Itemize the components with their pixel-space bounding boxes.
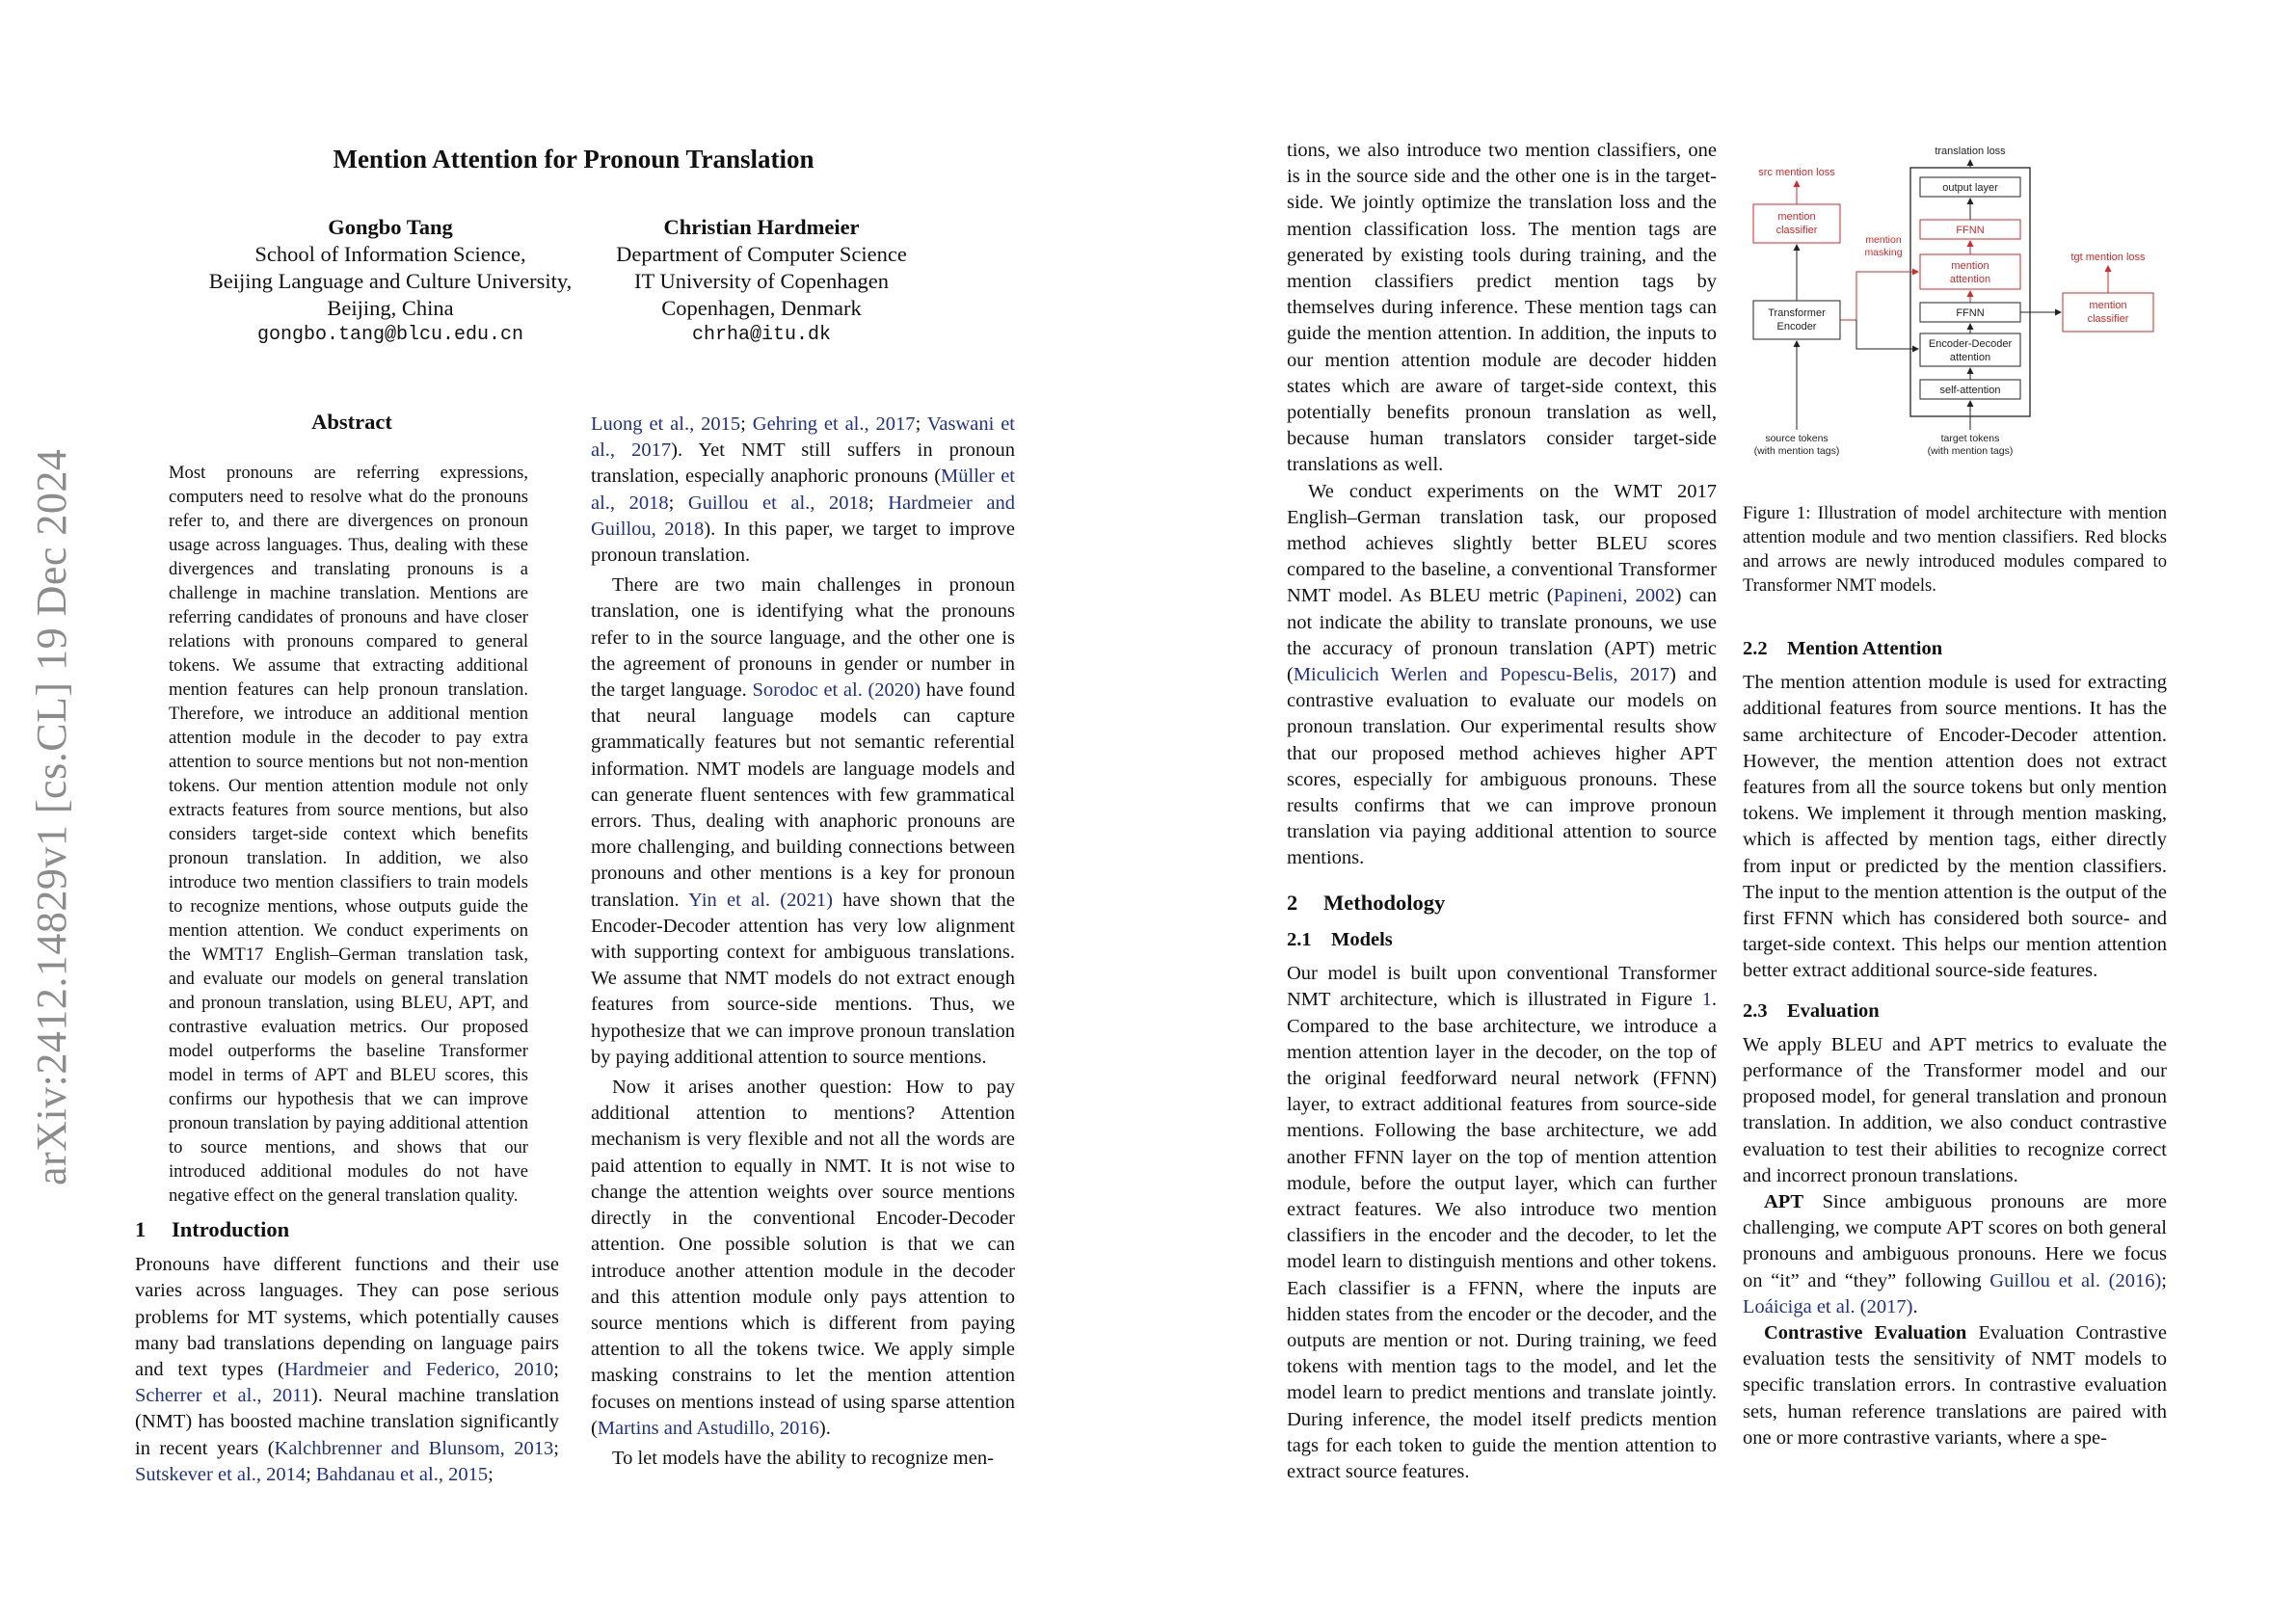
text-run: There are two main challenges in pronoun translation, one is identifying what the pronouns refer to in the source language, and the other one is the agreement of pronouns in gender or number in the target language. [591,574,1015,702]
paragraph-lead: APT [1764,1191,1803,1213]
author-email: chrha@itu.dk [691,324,832,346]
figure-1 [1741,135,2165,472]
section-title: Introduction [172,1217,290,1241]
mention-masking-label-2: masking [1864,247,1903,258]
author-block-2 [607,214,916,349]
section-number: 1 [135,1217,147,1241]
introduction-column-2 [591,412,1015,1472]
text-run: ). Neural machine translation (NMT) has boosted machine translation significantly in recent years ( [135,1385,559,1459]
encoder-label-1: Transformer [1768,307,1826,319]
subsection-title: Mention Attention [1787,638,1943,659]
text-run: have shown that the Encoder-Decoder attention has very low alignment with supporting context for ambiguous translations. We assume that NMT models do not extract enough features from source-side mentions. Thus, we hypothesize that we can improve pronoun translation by paying additional attention to source mentions. [591,889,1015,1068]
self-attention-label: self-attention [1939,385,2001,396]
citation-link[interactable]: Miculicich Werlen and Popescu-Belis, 2017 [1293,664,1670,686]
citation-link[interactable]: Luong et al., 2015 [591,413,741,435]
figure-reference-link[interactable]: 1 [1701,989,1712,1011]
paragraph [591,1075,1015,1442]
abstract-text: Most pronouns are referring expressions, computers need to resolve what do the pronouns refer to, and there are divergences on pronoun usage across languages. Thus, dealing with these divergences and translating pronouns is a challenge in machine translation. Mentions are referring candidates of pronouns and have closer relations with pronouns compared to general tokens. We assume that extracting additional mention features can help pronoun translation. Therefore, we introduce an additional mention attention module in the decoder to pay extra attention to source mentions but not non-mention tokens. Our mention attention module not only extracts features from source mentions, but also considers target-side context which benefits pronoun translation. In addition, we also introduce two mention classifiers to train models to recognize mentions, whose outputs guide the mention attention. We conduct experiments on the WMT17 English–German translation task, and evaluate our models on general translation and pronoun translation, using BLEU, APT, and contrastive evaluation metrics. Our proposed model outperforms the baseline Transformer model in terms of APT and BLEU scores, this confirms our hypothesis that we can improve pronoun translation by paying additional attention to source mentions, and shows that our introduced additional modules do not have negative effect on the general translation quality. [169,463,528,1206]
src-classifier-label-1: mention [1777,211,1816,223]
text-run: ) and contrastive evaluation to evaluate our models on pronoun translation. Our experimental results show that our proposed method achieves higher APT scores, especially for ambiguous pronouns. These results confirms that we can improve pronoun translation via paying additional attention to source mentions. [1287,664,1717,869]
citation-link[interactable]: Müller et al., 2018 [591,466,1016,514]
introduction-column-1 [135,1216,559,1488]
text-run: ; [2161,1269,2167,1291]
author-affiliation: School of Information Science, [254,242,526,266]
right-page [1148,0,2296,1623]
citation-link[interactable]: Sorodoc et al. (2020) [752,679,921,702]
paragraph [1743,1189,2167,1320]
figure-caption: Figure 1: Illustration of model architecture with mention attention module and two mention classifiers. Red blocks and arrows are newly introduced modules compared to Transformer NMT models. [1743,503,2167,596]
text-run: ; [553,1437,559,1459]
citation-link[interactable]: Guillou et al. (2016) [1989,1269,2162,1291]
text-run: We conduct experiments on the WMT 2017 English–German translation task, our proposed method achieves slightly better BLEU scores compared to the baseline, a conventional Transformer NMT model. As BLEU metric ( [1287,480,1717,607]
text-run: Now it arises another question: How to pay additional attention to mentions? Attention mechanism is very flexible and not all the words are paid attention to equally in NMT. It is not wise to change the attention weights over source mentions directly in the conventional Encoder-Decoder attention. One possible solution is that we can introduce another attention module in the decoder and this attention module only pays attention to source mentions which is different from paying attention to all the tokens twice. We apply simple masking constrains to let the mention attention focuses on mentions instead of using sparse attention ( [591,1077,1015,1439]
citation-link[interactable]: Sutskever et al., 2014 [135,1463,307,1485]
author-affiliation: Department of Computer Science [616,242,907,266]
paragraph-lead: Contrastive Evaluation [1764,1322,1967,1344]
text-run: have found that neural language models can capture grammatically features but not semantic referential information. NMT models are language models and can generate fluent sentences with few grammatical errors. Thus, dealing with anaphoric pronouns are more challenging, and building connections between pronouns and other mentions is a key for pronoun translation. [591,679,1015,911]
author-affiliation: Copenhagen, Denmark [661,296,862,320]
text-run: ; [668,492,688,514]
subsection-number: 2.2 [1743,638,1768,659]
text-run: . Compared to the base architecture, we introduce a mention attention layer in the decoder, on the top of the original feedforward neural network (FFNN) layer, to extract additional features from source-side mentions. Following the base architecture, we add another FFNN layer on the top of mention attention module, before the output layer, which can further extract features. We also introduce two mention classifiers in the encoder and the decoder, to let the model learn to distinguish mentions and other tokens. Each classifier is a FFNN, where the inputs are hidden states from the encoder or the decoder, and the outputs are mention or not. During training, we feed tokens with mention tags to the model, and let the model learn to predict mentions and translate jointly. During inference, the model itself predicts mention tags for each token to guide the mention attention to extract source features. [1287,989,1717,1482]
src-mention-loss-label: src mention loss [1758,167,1835,178]
author-block-1 [183,214,598,349]
tgt-classifier-label-2: classifier [2087,313,2129,325]
paragraph [1287,961,1717,1485]
section-number: 2 [1287,890,1298,915]
encoder-label-2: Encoder [1776,321,1817,333]
text-run: . [1912,1295,1918,1317]
paragraph: The mention attention module is used for extracting additional features from source mentions. It has the same architecture of Encoder-Decoder attention. However, the mention attention does not extract features from all the source tokens but only mention tokens. We implement it through mention masking, which is affected by mention tags, either directly from input or predicted by the mention classifiers. The input to the mention attention is the output of the first FFNN which has considered both source- and target-side context. This helps our mention attention better extract additional source-side features. [1743,672,2167,982]
model-architecture-diagram [1741,135,2165,472]
text-run: ; [488,1463,494,1485]
paragraph [135,1252,559,1488]
source-tokens-label-2: (with mention tags) [1753,445,1840,457]
target-tokens-label-2: (with mention tags) [1927,445,2014,457]
citation-link[interactable]: Hardmeier and Guillou, 2018 [591,492,1016,540]
citation-link[interactable]: Papineni, 2002 [1553,585,1675,607]
subsection-number: 2.3 [1743,999,1768,1022]
encdec-label-1: Encoder-Decoder [1928,338,2013,350]
citation-link[interactable]: Scherrer et al., 2011 [135,1385,311,1407]
src-mention-classifier-box [1753,204,1840,243]
introduction-column-3 [1287,138,1717,1485]
paragraph: We apply BLEU and APT metrics to evaluate the performance of the Transformer model and our proposed model, for general translation and pronoun translation. In addition, we also conduct contrastive evaluation to test their abilities to recognize correct and incorrect pronoun translations. [1743,1033,2167,1186]
author-name: Gongbo Tang [328,215,453,239]
output-layer-label: output layer [1942,182,1998,194]
mention-attention-label-1: mention [1951,260,1989,272]
tgt-mention-loss-label: tgt mention loss [2070,252,2146,263]
paper-title: Mention Attention for Pronoun Translation [333,145,814,173]
text-run: ; [868,492,889,514]
source-tokens-label-1: source tokens [1765,433,1829,444]
paragraph: tions, we also introduce two mention classifiers, one is in the source side and the other one is in the target-side. We jointly optimize the translation loss and the mention classification loss. The mention tags are generated by existing tools during training, and the mention classifiers predict mention tags by themselves during inference. These mention tags can guide the mention attention. In addition, the inputs to our mention attention module are decoder hidden states which are aware of target-side context, this potentially benefits pronoun translation as well, because human translators consider target-side translations as well. [1287,140,1717,476]
paragraph [1743,1320,2167,1451]
paragraph [591,572,1015,1071]
paragraph: To let models have the ability to recognize men- [612,1447,994,1469]
abstract-heading: Abstract [311,410,392,434]
citation-link[interactable]: Guillou et al., 2018 [687,492,868,514]
src-classifier-label-2: classifier [1775,225,1818,236]
ffnn-mid-label: FFNN [1956,307,1985,319]
citation-link[interactable]: Yin et al. (2021) [688,889,833,911]
citation-link[interactable]: Hardmeier and Federico, 2010 [283,1359,554,1381]
translation-loss-label: translation loss [1935,146,2006,157]
section-heading-methodology [1287,890,1717,916]
methodology-column-4 [1743,636,2167,1451]
author-affiliation: Beijing Language and Culture University, [208,269,573,293]
text-run: ). In this paper, we target to improve pronoun translation. [591,518,1015,567]
arxiv-watermark: arXiv:2412.14829v1 [cs.CL] 19 Dec 2024 [28,448,75,1185]
text-run: Our model is built upon conventional Transformer NMT architecture, which is illustrated in Figure [1287,963,1717,1011]
target-tokens-label-1: target tokens [1940,433,2000,444]
section-title: Methodology [1323,890,1446,915]
subsection-heading-evaluation [1743,998,2167,1024]
text-run: ; [915,413,927,435]
subsection-heading-models [1287,927,1717,953]
transformer-encoder-box [1753,301,1840,339]
text-run: ; [553,1359,559,1381]
citation-link[interactable]: Kalchbrenner and Blunsom, 2013 [274,1437,554,1459]
text-run: Pronouns have different functions and their use varies across languages. They can pose serious problems for MT systems, which potentially causes many bad translations depending on language pairs and text types ( [135,1254,559,1381]
text-run: Evaluation Contrastive evaluation tests the sensitivity of NMT models to specific translation errors. In contrastive evaluation sets, human reference translations are paired with one or more contrastive variants, where a spe- [1743,1322,2167,1449]
author-affiliation: Beijing, China [327,296,454,320]
paragraph [1287,479,1717,872]
section-heading-introduction [135,1216,559,1242]
mention-attention-label-2: attention [1949,274,1991,285]
subsection-number: 2.1 [1287,928,1312,950]
text-run: ). Yet NMT still suffers in pronoun translation, especially anaphoric pronouns ( [591,439,1016,488]
text-run: ; [306,1463,316,1485]
citation-link[interactable]: Vaswani et al., 2017 [591,413,1015,462]
encdec-label-2: attention [1949,352,1991,363]
text-run: ) can not indicate the ability to translate pronouns, we use the accuracy of pronoun translation (APT) metric ( [1287,585,1717,686]
citation-link[interactable]: Gehring et al., 2017 [752,413,916,435]
tgt-mention-classifier-box [2063,293,2153,332]
text-run: ). [818,1417,831,1439]
author-affiliation: IT University of Copenhagen [634,269,889,293]
author-name: Christian Hardmeier [663,215,860,239]
subsection-title: Evaluation [1787,999,1880,1022]
citation-link[interactable]: Loáiciga et al. (2017) [1743,1295,1913,1317]
tgt-classifier-label-1: mention [2089,300,2127,311]
citation-link[interactable]: Bahdanau et al., 2015 [315,1463,489,1485]
subsection-heading-mention-attention [1743,636,2167,662]
paragraph [591,412,1015,569]
mention-masking-label-1: mention [1865,234,1902,246]
author-email: gongbo.tang@blcu.edu.cn [256,324,524,346]
text-run: Since ambiguous pronouns are more challenging, we compute APT scores on both general pronouns and ambiguous pronouns. Here we focus on “it” and “they” following [1743,1191,2167,1291]
subsection-title: Models [1331,928,1393,950]
ffnn-top-label: FFNN [1956,225,1985,236]
text-run: ; [740,413,753,435]
citation-link[interactable]: Martins and Astudillo, 2016 [597,1417,819,1439]
